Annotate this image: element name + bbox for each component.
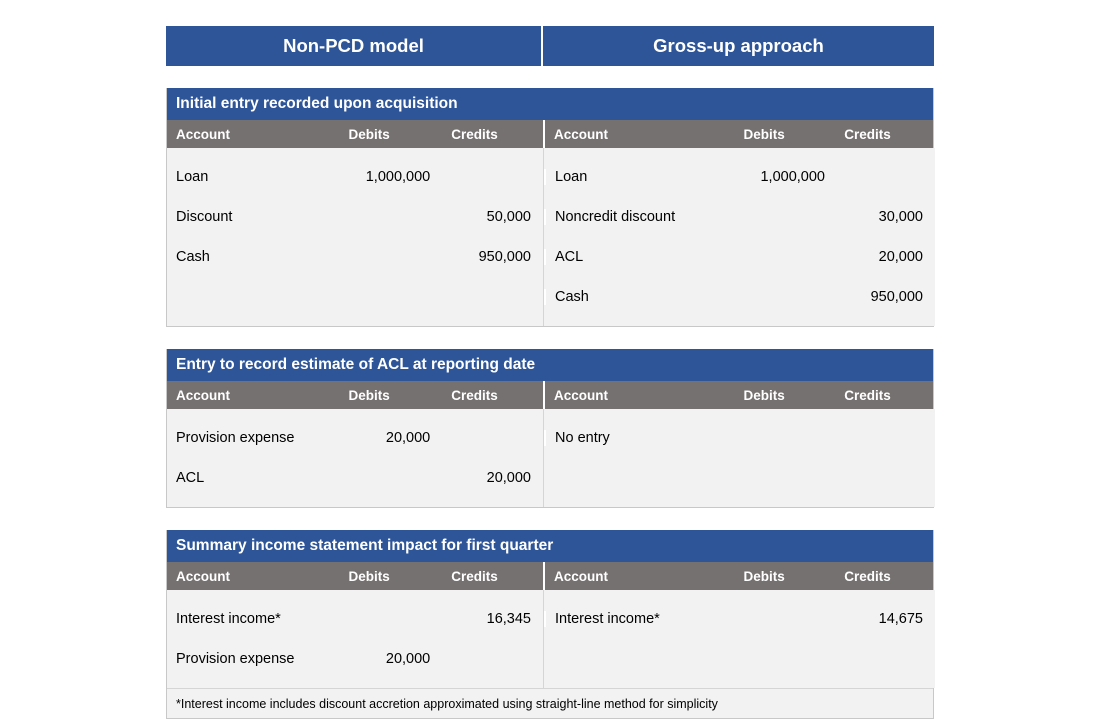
col-header-credits-left: Credits xyxy=(451,387,498,403)
cell-account: ACL xyxy=(176,470,205,486)
table-row xyxy=(167,599,543,639)
cell-credits: 20,000 xyxy=(486,470,531,486)
col-header-debits-left: Debits xyxy=(348,387,390,403)
col-header-account-right: Account xyxy=(543,120,734,148)
header-non-pcd-model-label: Non-PCD model xyxy=(283,35,424,56)
col-header-credits-left: Credits xyxy=(451,568,498,584)
section-body xyxy=(167,148,933,326)
footnote: *Interest income includes discount accretion approximated using straight-line method for simplicity xyxy=(167,688,933,718)
cell-credits: 20,000 xyxy=(878,249,923,265)
row-spacer xyxy=(167,277,543,287)
cell-account: Interest income* xyxy=(176,611,281,627)
col-header-debits-right: Debits xyxy=(743,387,785,403)
table-row xyxy=(544,599,935,639)
section-initial-entry xyxy=(166,88,934,327)
left-entries xyxy=(167,409,544,507)
col-header-account-right: Account xyxy=(543,562,734,590)
header-non-pcd-model xyxy=(166,26,543,66)
col-header-account-right: Account xyxy=(543,381,734,409)
table-row xyxy=(544,237,935,277)
cell-account: Cash xyxy=(544,289,736,305)
right-entries xyxy=(544,590,935,688)
section-income-statement-impact xyxy=(166,530,934,719)
right-entries xyxy=(544,148,935,326)
cell-debits: 20,000 xyxy=(385,651,431,667)
col-header-credits-right: Credits xyxy=(844,387,891,403)
cell-account: Interest income* xyxy=(544,611,736,627)
left-entries xyxy=(167,148,544,326)
section-body xyxy=(167,409,933,507)
col-header-credits-right: Credits xyxy=(844,126,891,142)
cell-credits: 16,345 xyxy=(486,611,531,627)
cell-credits: 950,000 xyxy=(478,249,531,265)
cell-account: Loan xyxy=(176,169,209,185)
cell-account: ACL xyxy=(544,249,736,265)
table-row xyxy=(167,418,543,458)
column-header-row xyxy=(167,562,933,590)
left-entries xyxy=(167,590,544,688)
cell-account: Discount xyxy=(176,209,233,225)
col-header-account-left: Account xyxy=(176,568,230,584)
col-header-account-left: Account xyxy=(176,126,230,142)
col-header-debits-left: Debits xyxy=(348,126,390,142)
cell-account: Provision expense xyxy=(176,430,295,446)
section-title: Initial entry recorded upon acquisition xyxy=(167,88,933,120)
cell-account: Cash xyxy=(176,249,210,265)
col-header-debits-left: Debits xyxy=(348,568,390,584)
table-row xyxy=(544,197,935,237)
cell-credits: 50,000 xyxy=(486,209,531,225)
section-body xyxy=(167,590,933,688)
cell-debits: 1,000,000 xyxy=(365,169,431,185)
right-entries xyxy=(544,409,935,507)
cell-account: Loan xyxy=(544,169,736,185)
cell-account: No entry xyxy=(544,430,736,446)
table-row xyxy=(167,458,543,498)
table-row xyxy=(167,639,543,679)
table-row xyxy=(167,157,543,197)
column-header-row xyxy=(167,120,933,148)
table-row-empty xyxy=(544,458,935,498)
cell-account: Noncredit discount xyxy=(544,209,736,225)
top-header-row xyxy=(166,26,934,66)
col-header-account-left: Account xyxy=(176,387,230,403)
table-row-empty xyxy=(544,639,935,679)
section-title: Entry to record estimate of ACL at reporting date xyxy=(167,349,933,381)
cell-debits: 20,000 xyxy=(385,430,431,446)
header-gross-up-approach xyxy=(543,26,934,66)
header-gross-up-approach-label: Gross-up approach xyxy=(653,35,824,56)
cell-account: Provision expense xyxy=(176,651,295,667)
col-header-debits-right: Debits xyxy=(743,568,785,584)
table-row xyxy=(544,277,935,317)
column-header-row xyxy=(167,381,933,409)
table-row xyxy=(544,157,935,197)
col-header-credits-right: Credits xyxy=(844,568,891,584)
cell-debits: 1,000,000 xyxy=(760,169,825,185)
cell-credits: 950,000 xyxy=(870,289,923,305)
col-header-debits-right: Debits xyxy=(743,126,785,142)
table-row xyxy=(544,418,935,458)
table-row xyxy=(167,237,543,277)
cell-credits: 14,675 xyxy=(878,611,923,627)
col-header-credits-left: Credits xyxy=(451,126,498,142)
cell-credits: 30,000 xyxy=(878,209,923,225)
table-row xyxy=(167,197,543,237)
section-title: Summary income statement impact for first quarter xyxy=(167,530,933,562)
section-acl-estimate-entry xyxy=(166,349,934,508)
